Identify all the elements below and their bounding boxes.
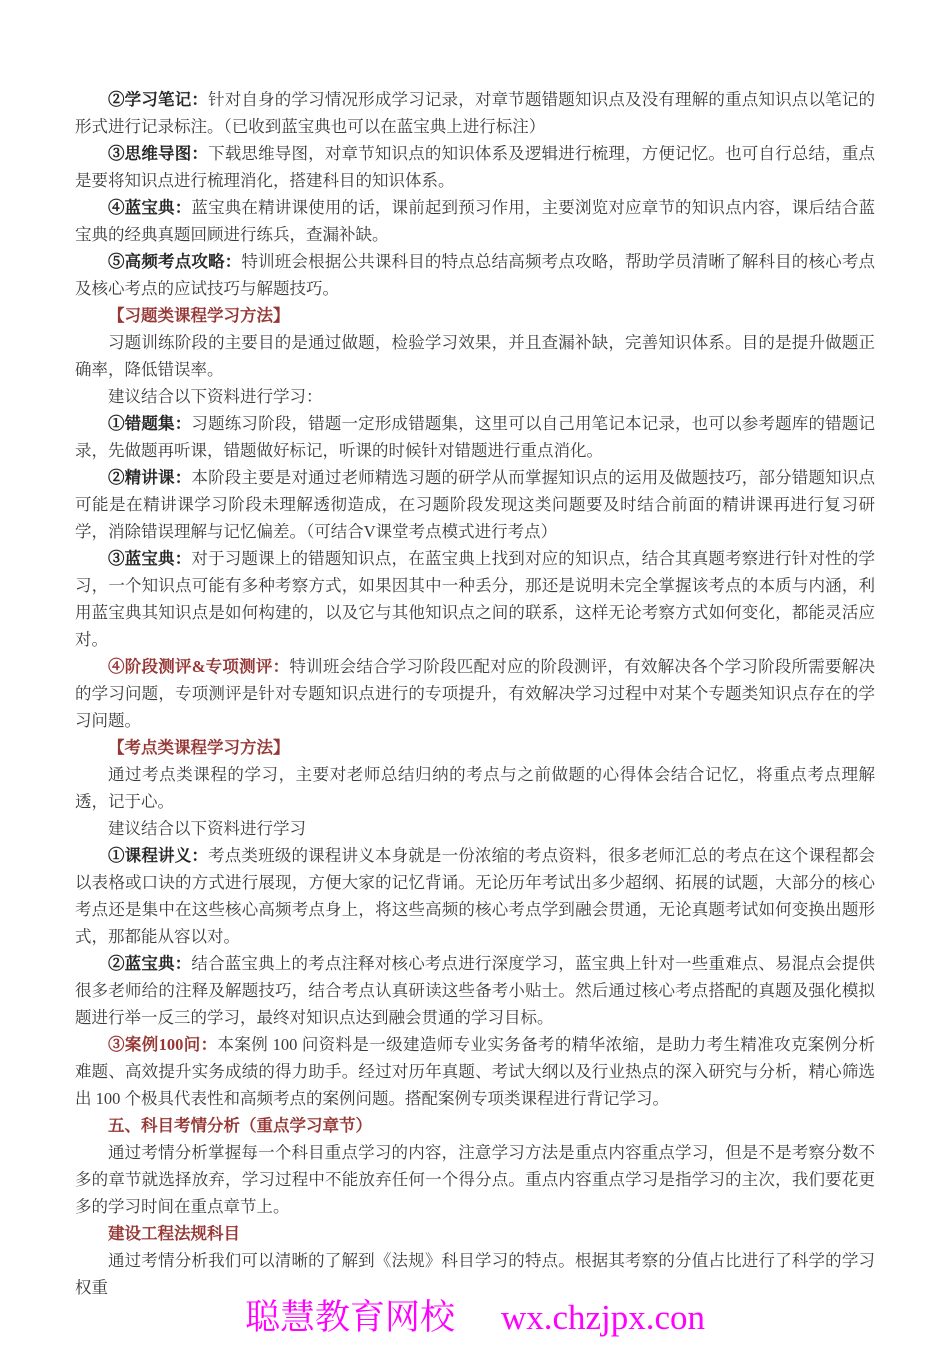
paragraph — [75, 653, 875, 734]
paragraph — [75, 545, 875, 653]
paragraph-label: ⑤高频考点攻略： — [108, 252, 242, 271]
paragraph-label: ④阶段测评&专项测评： — [108, 657, 290, 676]
paragraph — [75, 194, 875, 248]
paragraph — [75, 86, 875, 140]
paragraph-text: 本阶段主要是对通过老师精选习题的研学从而掌握知识点的运用及做题技巧，部分错题知识点可能是在精讲课学习阶段未理解透彻造成，在习题阶段发现这类问题要及时结合前面的精讲课再进行复习研学，消除错误理解与记忆偏差。（可结合V课堂考点模式进行考点） — [75, 468, 876, 541]
paragraph — [75, 815, 875, 842]
paragraph-label: ①错题集： — [108, 414, 192, 433]
footer-contact: wx.chzjpx.con — [500, 1298, 706, 1337]
document-body — [75, 86, 875, 1301]
paragraph-text: 通过考情分析掌握每一个科目重点学习的内容，注意学习方法是重点内容重点学习，但是不是考察分数不多的章节就选择放弃，学习过程中不能放弃任何一个得分点。重点内容重点学习是指学习的主次，我们要花更多的学习时间在重点章节上。 — [75, 1143, 875, 1216]
paragraph-text: 考点类班级的课程讲义本身就是一份浓缩的考点资料，很多老师汇总的考点在这个课程都会以表格或口诀的方式进行展现，方便大家的记忆背诵。无论历年考试出多少超纲、拓展的试题，大部分的核心考点还是集中在这些核心高频考点身上，将这些高频的核心考点学到融会贯通，无论真题考试如何变换出题形式，那都能从容以对。 — [75, 846, 876, 946]
paragraph-text: 建议结合以下资料进行学习 — [108, 819, 306, 838]
paragraph-label: ③案例100问： — [108, 1035, 218, 1054]
section-heading — [75, 1220, 875, 1247]
paragraph-label: ③蓝宝典： — [108, 549, 192, 568]
paragraph-text: 习题训练阶段的主要目的是通过做题，检验学习效果，并且查漏补缺，完善知识体系。目的是提升做题正确率，降低错误率。 — [75, 333, 875, 379]
heading-text: 建设工程法规科目 — [108, 1224, 240, 1243]
section-heading — [75, 734, 875, 761]
paragraph-label: ③思维导图： — [108, 144, 209, 163]
paragraph — [75, 140, 875, 194]
paragraph — [75, 950, 875, 1031]
paragraph-text: 建议结合以下资料进行学习： — [108, 387, 323, 406]
paragraph-text: 下载思维导图，对章节知识点的知识体系及逻辑进行梳理，方便记忆。也可自行总结，重点是要将知识点进行梳理消化，搭建科目的知识体系。 — [75, 144, 876, 190]
paragraph — [75, 248, 875, 302]
paragraph-text: 习题练习阶段，错题一定形成错题集，这里可以自己用笔记本记录，也可以参考题库的错题记录，先做题再听课，错题做好标记，听课的时候针对错题进行重点消化。 — [75, 414, 876, 460]
paragraph — [75, 1139, 875, 1220]
paragraph-text: 特训班会结合学习阶段匹配对应的阶段测评，有效解决各个学习阶段所需要解决的学习问题，专项测评是针对专题知识点进行的专项提升，有效解决学习过程中对某个专题类知识点存在的学习问题。 — [75, 657, 875, 730]
paragraph — [75, 383, 875, 410]
paragraph-text: 结合蓝宝典上的考点注释对核心考点进行深度学习，蓝宝典上针对一些重难点、易混点会提供很多老师给的注释及解题技巧，结合考点认真研读这些备考小贴士。然后通过核心考点搭配的真题及强化模拟题进行举一反三的学习，最终对知识点达到融会贯通的学习目标。 — [75, 954, 876, 1027]
paragraph-label: ②精讲课： — [108, 468, 192, 487]
paragraph — [75, 761, 875, 815]
section-heading — [75, 302, 875, 329]
paragraph-label: ②蓝宝典： — [108, 954, 192, 973]
paragraph-text: 针对自身的学习情况形成学习记录，对章节题错题知识点及没有理解的重点知识点以笔记的形式进行记录标注。（已收到蓝宝典也可以在蓝宝典上进行标注） — [75, 90, 876, 136]
footer-brand: 聪慧教育网校 — [244, 1298, 455, 1337]
paragraph-text: 本案例 100 问资料是一级建造师专业实务备考的精华浓缩，是助力考生精准攻克案例分析难题、高效提升实务成绩的得力助手。经过对历年真题、考试大纲以及行业热点的深入研究与分析，精心筛选出 100 个极具代表性和高频考点的案例问题。搭配案例专项类课程进行背记学习。 — [75, 1035, 876, 1108]
paragraph-text: 通过考情分析我们可以清晰的了解到《法规》科目学习的特点。根据其考察的分值占比进行了科学的学习权重 — [75, 1251, 875, 1297]
paragraph-label: ②学习笔记： — [108, 90, 209, 109]
paragraph — [75, 329, 875, 383]
paragraph-text: 对于习题课上的错题知识点，在蓝宝典上找到对应的知识点，结合其真题考察进行针对性的学习，一个知识点可能有多种考察方式，如果因其中一种丢分，那还是说明未完全掌握该考点的本质与内涵，利用蓝宝典其知识点是如何构建的，以及它与其他知识点之间的联系，这样无论考察方式如何变化，都能灵活应对。 — [75, 549, 876, 649]
heading-text: 【习题类课程学习方法】 — [108, 306, 290, 325]
paragraph-label: ①课程讲义： — [108, 846, 209, 865]
paragraph — [75, 410, 875, 464]
paragraph-text: 通过考点类课程的学习，主要对老师总结归纳的考点与之前做题的心得体会结合记忆，将重点考点理解透，记于心。 — [75, 765, 875, 811]
paragraph-text: 特训班会根据公共课科目的特点总结高频考点攻略，帮助学员清晰了解科目的核心考点及核心考点的应试技巧与解题技巧。 — [75, 252, 876, 298]
paragraph — [75, 1031, 875, 1112]
paragraph-text: 蓝宝典在精讲课使用的话，课前起到预习作用，主要浏览对应章节的知识点内容，课后结合蓝宝典的经典真题回顾进行练兵，查漏补缺。 — [75, 198, 876, 244]
page-footer — [0, 1290, 950, 1340]
paragraph — [75, 842, 875, 950]
paragraph-label: ④蓝宝典： — [108, 198, 192, 217]
paragraph — [75, 464, 875, 545]
section-heading — [75, 1112, 875, 1139]
heading-text: 【考点类课程学习方法】 — [108, 738, 290, 757]
heading-text: 五、科目考情分析（重点学习章节） — [108, 1116, 372, 1135]
